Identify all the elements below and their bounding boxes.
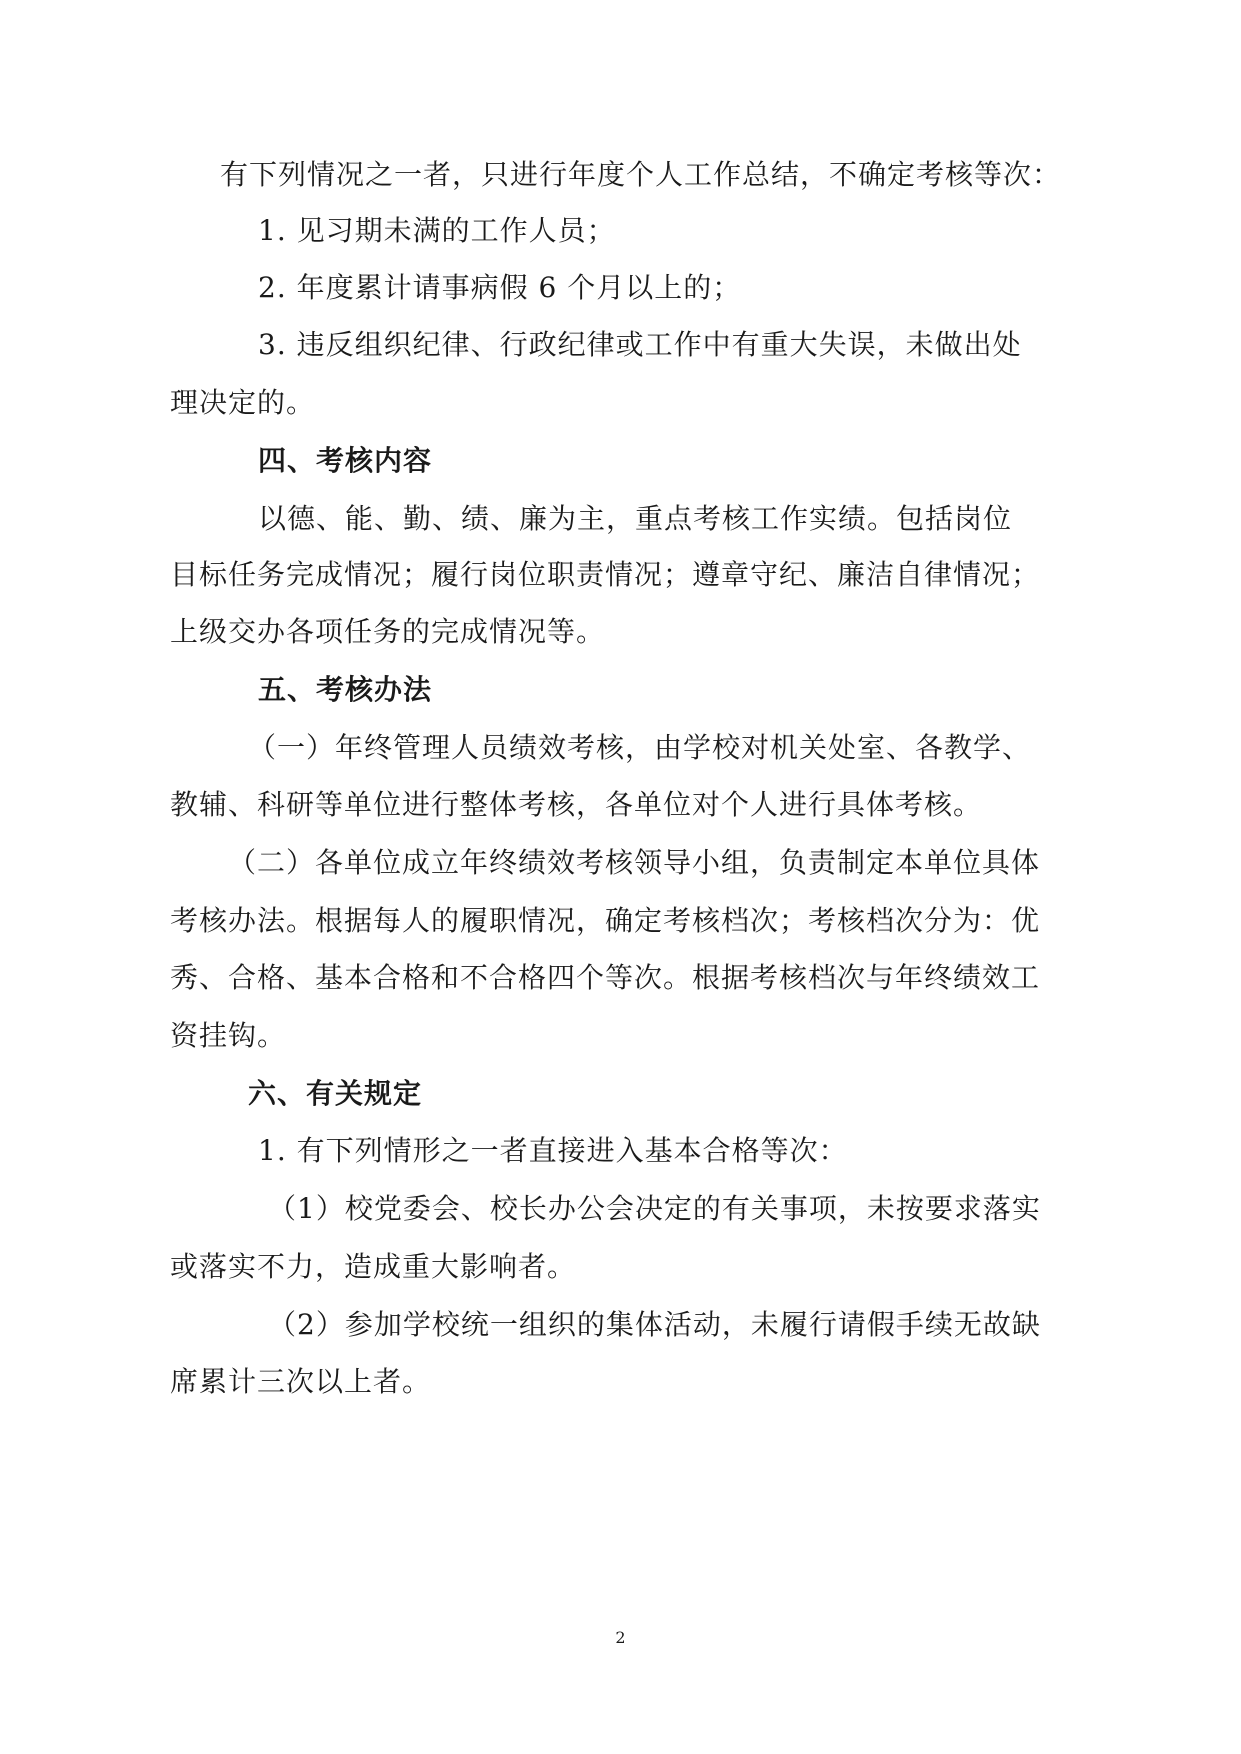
paragraph-line: （二）各单位成立年终绩效考核领导小组，负责制定本单位具体: [228, 846, 1041, 879]
paragraph-line: 考核办法。根据每人的履职情况，确定考核档次；考核档次分为：优: [170, 904, 1041, 937]
paragraph-line: 席累计三次以上者。: [170, 1365, 432, 1398]
page-number: 2: [615, 1628, 626, 1647]
list-item: 2. 年度累计请事病假 6 个月以上的；: [258, 271, 742, 304]
list-item: （1）校党委会、校长办公会决定的有关事项，未按要求落实: [268, 1192, 1041, 1225]
list-item: 3. 违反组织纪律、行政纪律或工作中有重大失误，未做出处: [258, 328, 1022, 361]
paragraph-line: （一）年终管理人员绩效考核，由学校对机关处室、各教学、: [248, 731, 1032, 764]
list-item: 1. 有下列情形之一者直接进入基本合格等次：: [258, 1134, 848, 1167]
paragraph-line: 有下列情况之一者，只进行年度个人工作总结，不确定考核等次：: [220, 158, 1062, 191]
list-item: （2）参加学校统一组织的集体活动，未履行请假手续无故缺: [268, 1308, 1041, 1341]
section-heading-5: 五、考核办法: [258, 673, 433, 706]
paragraph-line: 上级交办各项任务的完成情况等。: [170, 615, 606, 648]
paragraph-line: 或落实不力，造成重大影响者。: [170, 1250, 577, 1283]
paragraph-line: 秀、合格、基本合格和不合格四个等次。根据考核档次与年终绩效工: [170, 961, 1041, 994]
paragraph-line: 教辅、科研等单位进行整体考核，各单位对个人进行具体考核。: [170, 788, 983, 821]
section-heading-6: 六、有关规定: [248, 1077, 423, 1110]
paragraph-line: 资挂钩。: [170, 1019, 287, 1052]
paragraph-line: 目标任务完成情况；履行岗位职责情况；遵章守纪、廉洁自律情况；: [170, 558, 1041, 591]
section-heading-4: 四、考核内容: [258, 444, 433, 477]
paragraph-line: 理决定的。: [170, 386, 316, 419]
list-item: 1. 见习期未满的工作人员；: [258, 214, 616, 247]
paragraph-line: 以德、能、勤、绩、廉为主，重点考核工作实绩。包括岗位: [258, 502, 1013, 535]
